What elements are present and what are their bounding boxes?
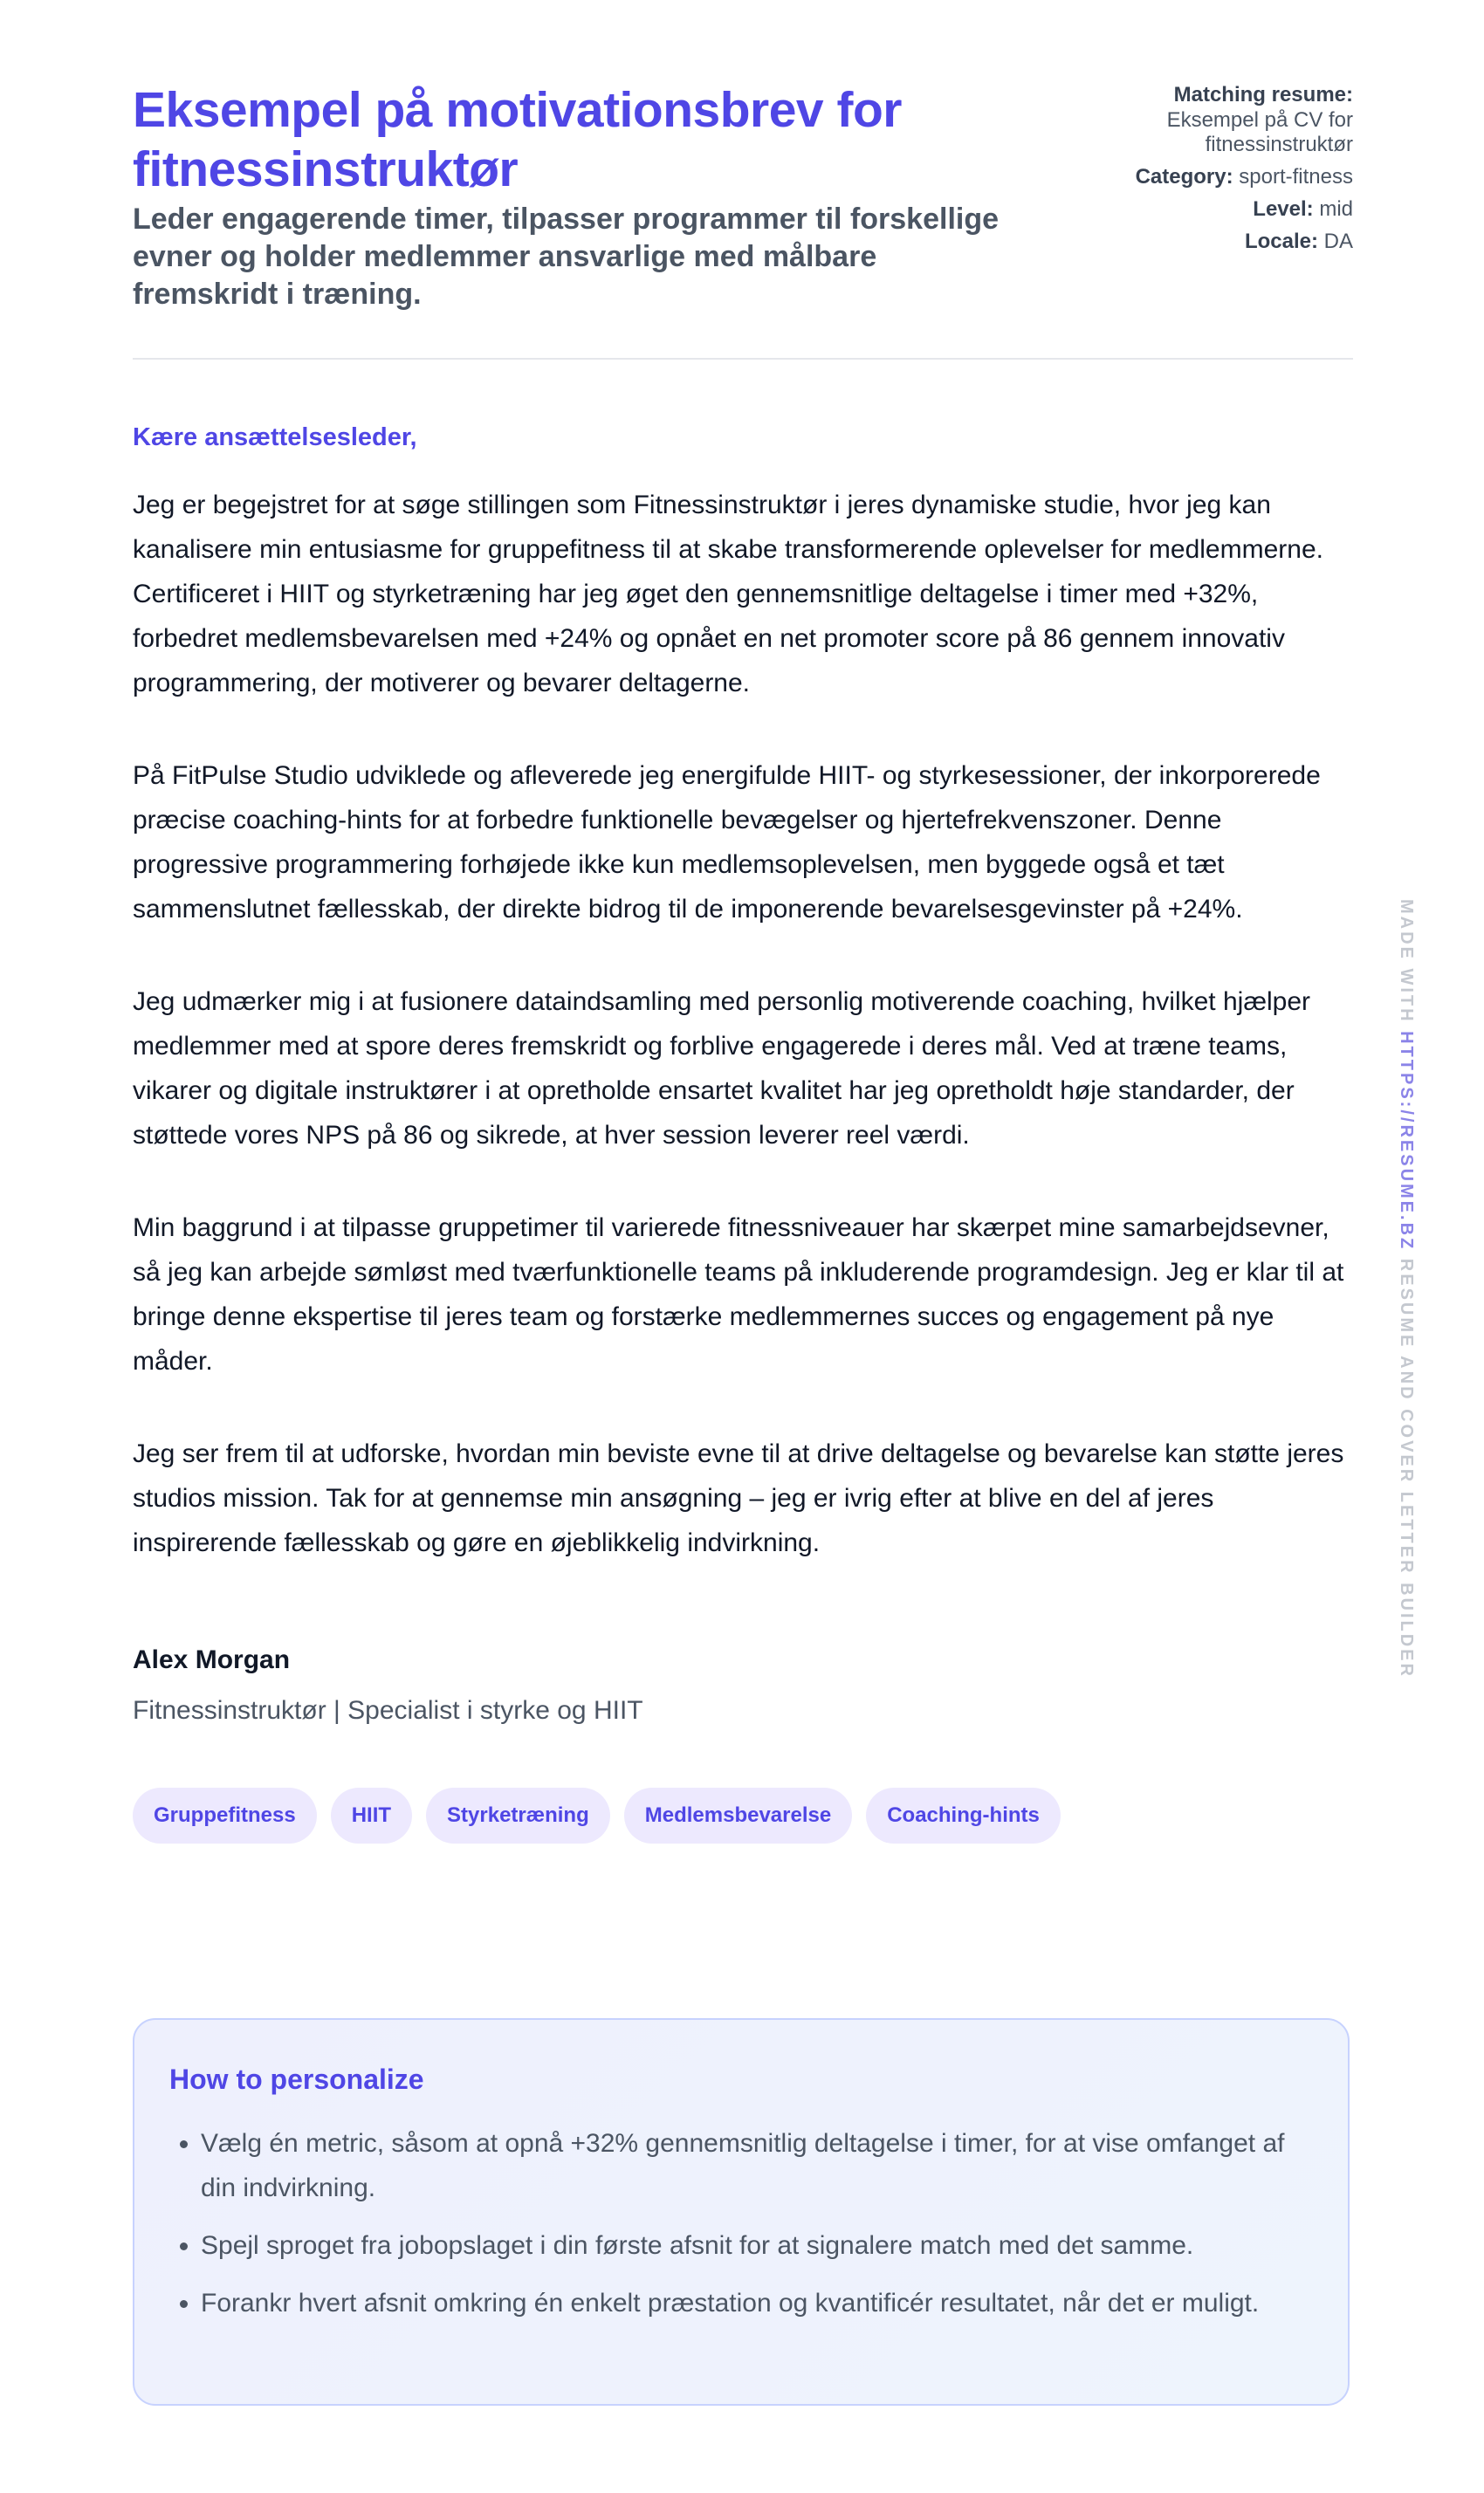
signature-title: Fitnessinstruktør | Specialist i styrke og HIIT [133,1696,643,1725]
personalize-tips-box [133,2018,1350,2406]
meta-level [1065,196,1353,223]
tag-chip[interactable]: Medlemsbevarelse [624,1788,852,1844]
tag-list [133,1788,1353,1844]
tag-chip[interactable]: Coaching-hints [866,1788,1061,1844]
meta-matching-resume [1065,82,1353,157]
letter-paragraph: Jeg ser frem til at udforske, hvordan min beviste evne til at drive deltagelse og bevarelse kan støtte jeres studios mission. Tak for at gennemse min ansøgning – jeg er ivrig efter at blive en del af jeres inspirerende fællesskab og gøre en øjeblikkelig indvirkning. [133,1439,1344,1557]
meta-category [1065,164,1353,190]
page-header [133,0,1353,360]
meta-matching-resume-label: Matching resume: [1173,83,1353,106]
page-subtitle: Leder engagerende timer, tilpasser programmer til forskellige evner og holder medlemmer ansvarlige med målbare fremskridt i træning. [133,203,1000,311]
tag-chip[interactable]: HIIT [331,1788,412,1844]
tag-chip[interactable]: Styrketræning [426,1788,610,1844]
letter-paragraph: Jeg udmærker mig i at fusionere dataindsamling med personlig motiverende coaching, hvilket hjælper medlemmer med at spore deres fremskridt og forblive engagerede i deres mål. Ved at træne teams, vikarer og digitale instruktører i at opretholde ensartet kvalitet har jeg opretholdt høje standarder, der støttede vores NPS på 86 og sikrede, at hver session leverer reel værdi. [133,987,1311,1150]
cover-letter-page [133,0,1353,2318]
tip-item: • Vælg én metric, såsom at opnå +32% gennemsnitlig deltagelse i timer, for at vise omfanget af din indvirkning. [201,2121,1295,2210]
meta-category-value: sport-fitness [1239,165,1353,189]
meta-category-label: Category: [1135,165,1233,189]
tip-item: • Spejl sproget fra jobopslaget i din første afsnit for at signalere match med det samme. [201,2223,1295,2268]
meta-locale-label: Locale: [1244,230,1318,253]
watermark-made-with: MADE WITH [1397,899,1416,1024]
tip-item: • Forankr hvert afsnit omkring én enkelt præstation og kvantificér resultatet, når det er muligt. [201,2281,1295,2325]
meta-locale-value: DA [1323,230,1353,253]
letter-paragraph: Min baggrund i at tilpasse gruppetimer til varierede fitnessniveauer har skærpet mine samarbejdsevner, så jeg kan arbejde sømløst med tværfunktionelle teams på inkluderende programdesign. Jeg er klar til at bringe denne ekspertise til jeres team og forstærke medlemmernes succes og engagement på nye måder. [133,1213,1344,1376]
tips-title: How to personalize [169,2064,424,2095]
letter-greeting: Kære ansættelsesleder, [133,423,417,451]
signature-name: Alex Morgan [133,1645,291,1674]
watermark-text [1396,899,1416,1679]
meta-matching-resume-value[interactable]: Eksempel på CV for fitnessinstruktør [1166,108,1353,156]
meta-level-label: Level: [1253,197,1314,221]
watermark-link[interactable]: HTTPS://RESUME.BZ [1397,1031,1416,1252]
watermark-tagline: RESUME AND COVER LETTER BUILDER [1397,1258,1416,1679]
letter-paragraph: Jeg er begejstret for at søge stillingen som Fitnessinstruktør i jeres dynamiske studie, hvor jeg kan kanalisere min entusiasme for gruppefitness til at skabe transformerende oplevelser for medlemmerne. Certificeret i HIIT og styrketræning har jeg øget den gennemsnitlige deltagelse i timer med +32%, forbedret medlemsbevarelsen med +24% og opnået en net promoter score på 86 gennem innovativ programmering, der motiverer og bevarer deltagerne. [133,491,1323,697]
letter-paragraph: På FitPulse Studio udviklede og afleverede jeg energifulde HIIT- og styrkesessioner, der inkorporerede præcise coaching-hints for at forbedre funktionelle bevægelser og hjertefrekvenszoner. Denne progressive programmering forhøjede ikke kun medlemsoplevelsen, men byggede også et tæt sammenslutnet fællesskab, der direkte bidrog til de imponerende bevarelsesgevinster på +24%. [133,761,1321,924]
letter-body [133,483,1353,1565]
tag-chip[interactable]: Gruppefitness [133,1788,317,1844]
page-title: Eksempel på motivationsbrev for fitnessinstruktør [133,82,902,197]
meta-locale [1065,229,1353,255]
tips-list [134,2121,1348,2325]
meta-panel [1065,82,1353,261]
meta-level-value: mid [1319,197,1353,221]
